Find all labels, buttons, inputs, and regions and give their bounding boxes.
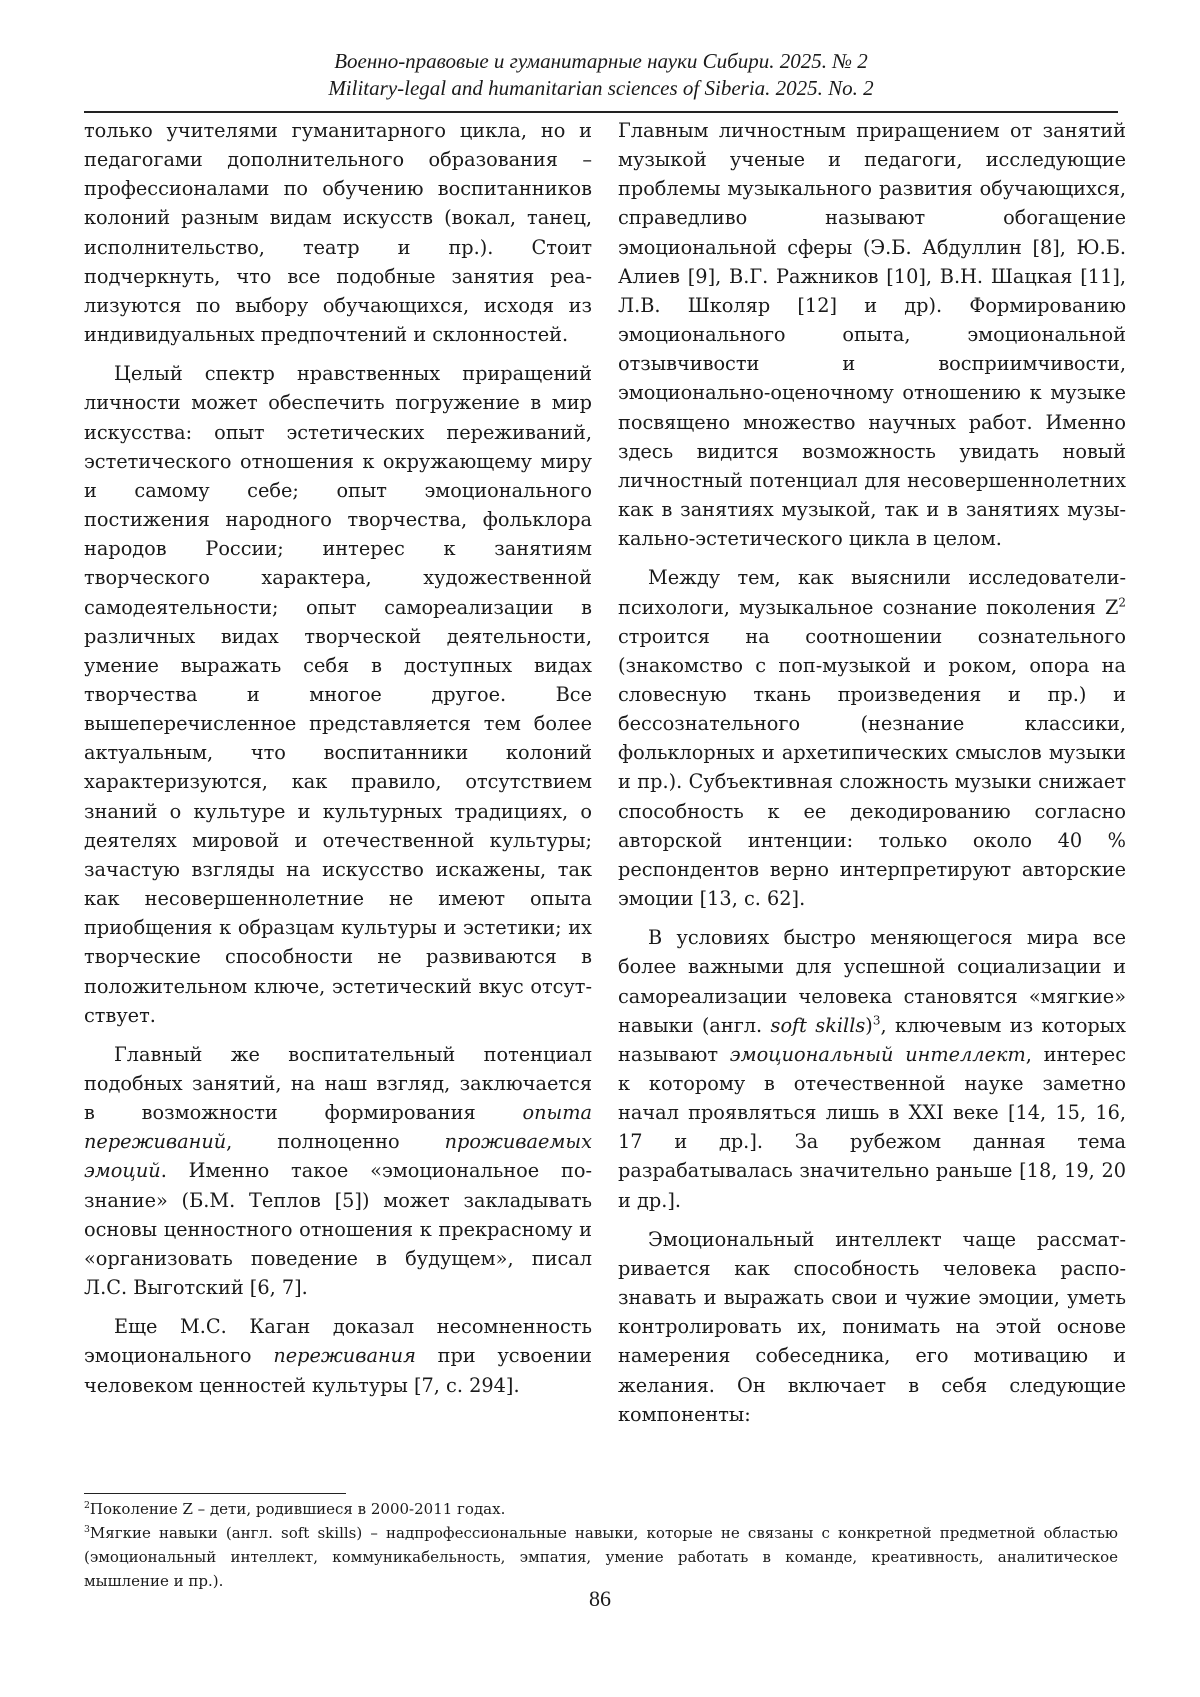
footnote-ref-2[interactable]: 2 bbox=[1118, 595, 1126, 610]
text-run: В условиях быстро меняющегося мира все более важными для успешной социализации и самореализации человека становятся «мягкие» навыки (англ. bbox=[618, 926, 1126, 1037]
journal-title-ru: Военно-правовые и гуманитарные науки Сибири. 2025. № 2 bbox=[334, 49, 868, 73]
left-paragraph-3 bbox=[84, 1040, 592, 1302]
left-paragraph-2: Целый спектр нравственных приращений личности может обеспечить погружение в мир искусства: опыт эстетических переживаний, эстетического отношения к окружающему миру и самому себе; опыт эмоционального постижения народного творчества, фольклора народов России; интерес к занятиям творческого характера, художественной самодеятельности; опыт самореализации в различных видах творческой деятельности, умение выражать себя в доступных видах творчества и многое другое. Все вышеперечисленное представляется тем более актуальным, что воспитанники колоний характеризуются, как правило, отсутствием знаний о культуре и культурных традициях, о деятелях мировой и отечественной культуры; зачастую взгляды на искусство искажены, так как несовершеннолетние не имеют опыта приобщения к образцам культуры и эстетики; их творческие способности не развиваются в положительном ключе, эстетический вкус отсутствует. bbox=[84, 362, 592, 1027]
footnote-2 bbox=[84, 1497, 1118, 1521]
text-run: Главный же воспитательный потенциал подобных занятий, на наш взгляд, заключается в возможности формирования bbox=[84, 1042, 592, 1125]
right-paragraph-3 bbox=[618, 923, 1126, 1215]
text-run: , интерес к которому в отечественной науке заметно начал проявляться лишь в XXI веке [14, 15, 16, 17 и др.]. За рубежом данная тема разрабатывалась значительно раньше [18, 19, 20 и др.]. bbox=[618, 1042, 1126, 1212]
right-column bbox=[618, 116, 1126, 1429]
footnote-ref-3[interactable]: 3 bbox=[872, 1013, 881, 1028]
header-rule bbox=[84, 111, 1118, 113]
footnote-mark: 3 bbox=[84, 1524, 90, 1535]
footnote-text: Поколение Z – дети, родившиеся в 2000-2011 годах. bbox=[89, 1500, 506, 1518]
right-paragraph-4: Эмоциональный интеллект чаще рассматривается как способность человека распознавать и выражать свои и чужие эмоции, уметь контролировать их, понимать на этой основе намерения собеседника, его мотивацию и желания. Он включает в себя следующие компоненты: bbox=[618, 1227, 1126, 1426]
italic-run: эмоциональный интеллект bbox=[729, 1042, 1026, 1066]
text-run: Еще М.С. Каган доказал несомненность эмоционального bbox=[84, 1315, 592, 1368]
footnote-3 bbox=[84, 1521, 1118, 1593]
text-run: при усвоении человеком ценностей культуры [7, с. 294]. bbox=[84, 1344, 593, 1397]
footnote-separator bbox=[84, 1493, 346, 1494]
text-run: Между тем, как выяснили исследователи-психологи, музыкальное сознание поколения Z bbox=[618, 566, 1126, 619]
footnote-mark: 2 bbox=[84, 1500, 90, 1511]
journal-header bbox=[84, 48, 1118, 102]
left-paragraph-1: только учителями гуманитарного цикла, но и педагогами дополнительного образования – профессионалами по обучению воспитанников колоний разным видам искусств (вокал, танец, исполнительство, театр и пр.). Стоит подчеркнуть, что все подобные занятия реализуются по выбору обучающихся, исходя из индивидуальных предпочтений и склонностей. bbox=[84, 119, 592, 347]
text-run: , полноценно bbox=[226, 1130, 445, 1154]
italic-run: переживания bbox=[273, 1344, 416, 1368]
footnotes bbox=[84, 1497, 1118, 1593]
right-paragraph-1: Главным личностным приращением от занятий музыкой ученые и педагоги, исследующие проблемы музыкального развития обучающихся, справедливо называют обогащение эмоциональной сферы (Э.Б. Абдуллин [8], Ю.Б. Алиев [9], В.Г. Ражников [10], В.Н. Шацкая [11], Л.В. Школяр [12] и др). Формированию эмоционального опыта, эмоциональной отзывчивости и восприимчивости, эмоционально-оценочному отношению к музыке посвящено множество научных работ. Именно здесь видится возможность увидать новый личностный потенциал для несовершеннолетних как в занятиях музыкой, так и в занятиях музыкально-эстетического цикла в целом. bbox=[618, 119, 1126, 551]
italic-run: проживаемых эмоций bbox=[84, 1130, 592, 1183]
journal-title-en: Military-legal and humanitarian sciences of Siberia. 2025. No. 2 bbox=[328, 76, 874, 100]
text-run: строится на соотношении сознательного (знакомство с поп-музыкой и роком, опора на словесную ткань произведения и пр.) и бессознательного (незнание классики, фольклорных и архетипических смыслов музыки и пр.). Субъективная сложность музыки снижает способность к ее декодированию согласно авторской интенции: только около 40 % респондентов верно интерпретируют авторские эмоции [13, с. 62]. bbox=[618, 624, 1126, 911]
left-column bbox=[84, 116, 592, 1400]
page-number: 86 bbox=[589, 1586, 611, 1611]
right-paragraph-2 bbox=[618, 563, 1126, 913]
text-run: ) bbox=[865, 1013, 873, 1037]
footnote-text: Мягкие навыки (англ. soft skills) – надпрофессиональные навыки, которые не связаны с конкретной предметной областью (эмоциональный интеллект, коммуникабельность, эмпатия, умение работать в команде, креативность, аналитическое мышление и пр.). bbox=[84, 1524, 1118, 1590]
italic-run: soft skills bbox=[770, 1013, 866, 1037]
italic-run: опыта переживаний bbox=[84, 1101, 592, 1154]
text-run: , ключевым из которых называют bbox=[618, 1013, 1126, 1066]
text-run: . Именно такое «эмоциональное познание» (Б.М. Теплов [5]) может закладывать основы ценностного отношения к прекрасному и «организовать поведение в будущем», писал Л.С. Выготский [6, 7]. bbox=[84, 1159, 592, 1300]
left-paragraph-4 bbox=[84, 1312, 592, 1399]
